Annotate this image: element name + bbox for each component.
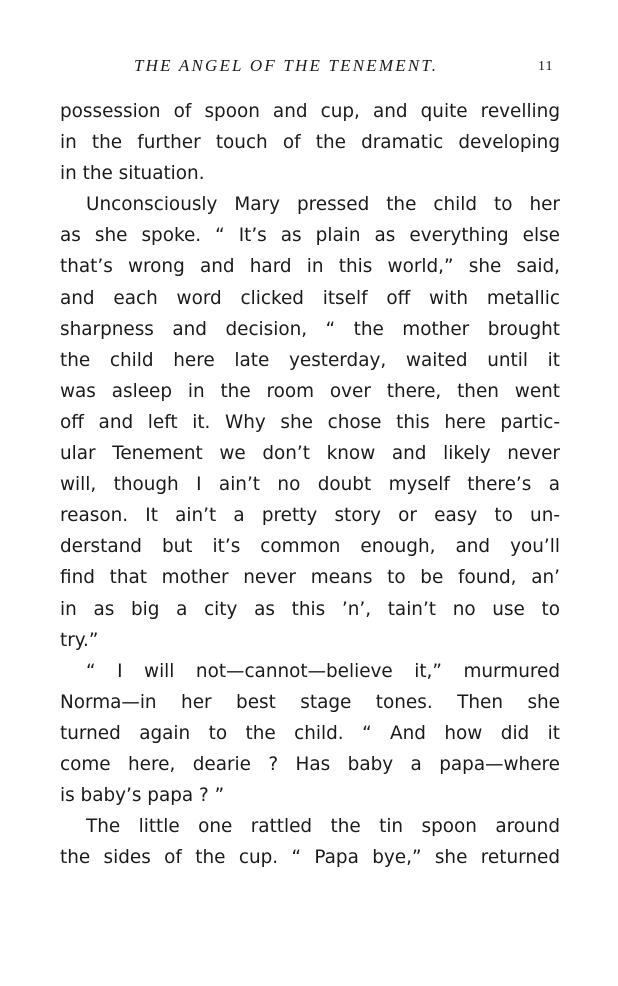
text-line: reason. It ain’t a pretty story or easy to un- xyxy=(60,505,560,527)
text-line: derstand but it’s common enough, and you’ll xyxy=(60,536,560,558)
text-line: will, though I ain’t no doubt myself there’s a xyxy=(60,474,560,496)
text-line: and each word clicked itself off with metallic xyxy=(60,287,560,309)
text-line: in the further touch of the dramatic developing xyxy=(60,132,560,154)
text-line: is baby’s papa ? ” xyxy=(60,785,225,807)
body-text xyxy=(60,96,560,873)
text-line: Unconsciously Mary pressed the child to her xyxy=(86,194,560,216)
text-line: ular Tenement we don’t know and likely never xyxy=(60,443,560,465)
text-line: try.” xyxy=(60,629,99,651)
chapter-title: THE ANGEL OF THE TENEMENT. xyxy=(134,56,439,75)
text-line: The little one rattled the tin spoon around xyxy=(86,816,560,838)
running-head xyxy=(0,52,618,80)
text-line: the sides of the cup. “ Papa bye,” she returned xyxy=(60,847,560,869)
text-line: find that mother never means to be found, an’ xyxy=(60,567,560,589)
page-number: 11 xyxy=(538,59,554,74)
text-line: “ I will not—cannot—believe it,” murmured xyxy=(86,660,560,682)
text-line: in the situation. xyxy=(60,163,205,185)
text-line: as she spoke. “ It’s as plain as everything else xyxy=(60,225,560,247)
text-line: off and left it. Why she chose this here partic- xyxy=(60,411,560,433)
text-line: turned again to the child. “ And how did it xyxy=(60,722,560,744)
text-line: was asleep in the room over there, then went xyxy=(60,380,560,402)
text-line: sharpness and decision, “ the mother brought xyxy=(60,318,560,340)
text-line: the child here late yesterday, waited until it xyxy=(60,349,560,371)
text-line: that’s wrong and hard in this world,” she said, xyxy=(60,256,560,278)
text-line: possession of spoon and cup, and quite revelling xyxy=(60,101,560,122)
text-line: come here, dearie ? Has baby a papa—where xyxy=(60,753,560,775)
text-line: in as big a city as this ’n’, tain’t no use to xyxy=(60,598,560,620)
text-line: Norma—in her best stage tones. Then she xyxy=(60,691,560,713)
